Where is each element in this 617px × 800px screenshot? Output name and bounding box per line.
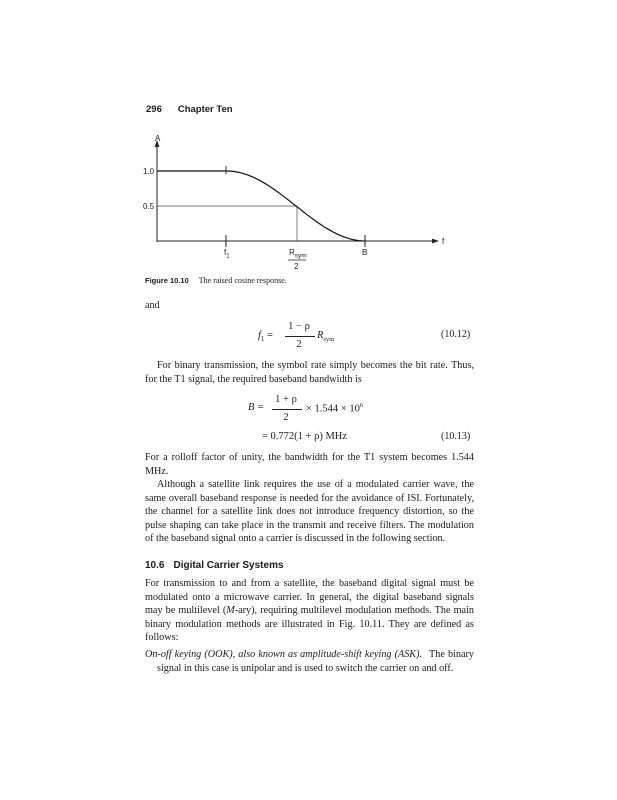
definition-text: The binary signal in this case is unipolar and is used to switch the carrier on and off. (157, 649, 474, 674)
paragraph-satellite-link: Although a satellite link requires the use of a modulated carrier wave, the same overall baseband response is needed for the avoidance of ISI. Fortunately, the channel for a satellite link does not introduce frequency distortion, so the pulse shaping can take place in the transmit and receive filters. The modulation of the baseband signal onto a carrier is discussed in the following section. (145, 479, 474, 545)
equation-10-12-fraction-bar (285, 336, 315, 337)
chapter-title: Chapter Ten (177, 104, 233, 115)
x-tick-label-rsym-denominator: 2 (294, 262, 299, 271)
x-axis-label: f (442, 237, 445, 246)
y-tick-label-0-5: 0.5 (143, 202, 155, 211)
figure-caption (145, 276, 287, 285)
paragraph-rolloff-factor: For a rolloff factor of unity, the bandwidth for the T1 system becomes 1.544 MHz. (145, 452, 474, 477)
x-axis-arrow-icon (432, 239, 439, 244)
equation-10-12-rhs: $R_{sym}$ (317, 330, 335, 344)
equation-10-13-denominator: 2 (283, 412, 289, 423)
equation-10-13-numerator: 1 + ρ (275, 394, 297, 405)
equation-10-12-denominator: 2 (296, 339, 302, 350)
y-axis-label: A (155, 134, 161, 143)
figure-caption-text: The raised cosine response. (198, 276, 287, 285)
y-tick-label-1-0: 1.0 (143, 167, 155, 176)
raised-cosine-chart (140, 130, 460, 280)
running-head (146, 104, 233, 115)
figure-label: Figure 10.10 (145, 276, 189, 285)
definition-term: On-off keying (OOK), also known as amplitude-shift keying (ASK). (145, 649, 423, 660)
and-text: and (145, 300, 160, 311)
equation-10-13-number: (10.13) (441, 431, 471, 442)
x-tick-label-rsym: $R_{sym}$ (289, 248, 307, 260)
section-heading (145, 560, 284, 571)
x-tick-label-f1: $f_1$ (224, 248, 230, 260)
equation-10-12-lhs: $f_1$ = (258, 330, 273, 344)
equation-10-13-line-2: = 0.772(1 + ρ) MHz (262, 431, 348, 442)
section-number: 10.6 (145, 560, 165, 571)
equation-10-12-numerator: 1 − ρ (288, 321, 310, 332)
x-tick-label-b: B (362, 248, 368, 257)
page-number: 296 (146, 104, 162, 115)
equation-10-12-number: (10.12) (441, 329, 471, 340)
paragraph-binary-transmission: For binary transmission, the symbol rate simply becomes the bit rate. Thus, for the T1 signal, the required baseband bandwidth is (145, 360, 474, 385)
equation-10-13-rhs: × $1.544 \times 10^6$ (306, 402, 364, 415)
section-title: Digital Carrier Systems (173, 560, 284, 571)
definition-ook (145, 648, 474, 675)
equation-10-13-fraction-bar (272, 409, 302, 410)
paragraph-digital-carrier: For transmission to and from a satellite, the baseband digital signal must be modulated onto a microwave carrier. In general, the digital baseband signals may be multilevel (M-ary), requiring multilevel modulation methods. The main binary modulation methods are illustrated in Fig. 10.11. They are defined as follows: (145, 578, 474, 644)
equation-10-13-lhs: B = (248, 402, 265, 413)
